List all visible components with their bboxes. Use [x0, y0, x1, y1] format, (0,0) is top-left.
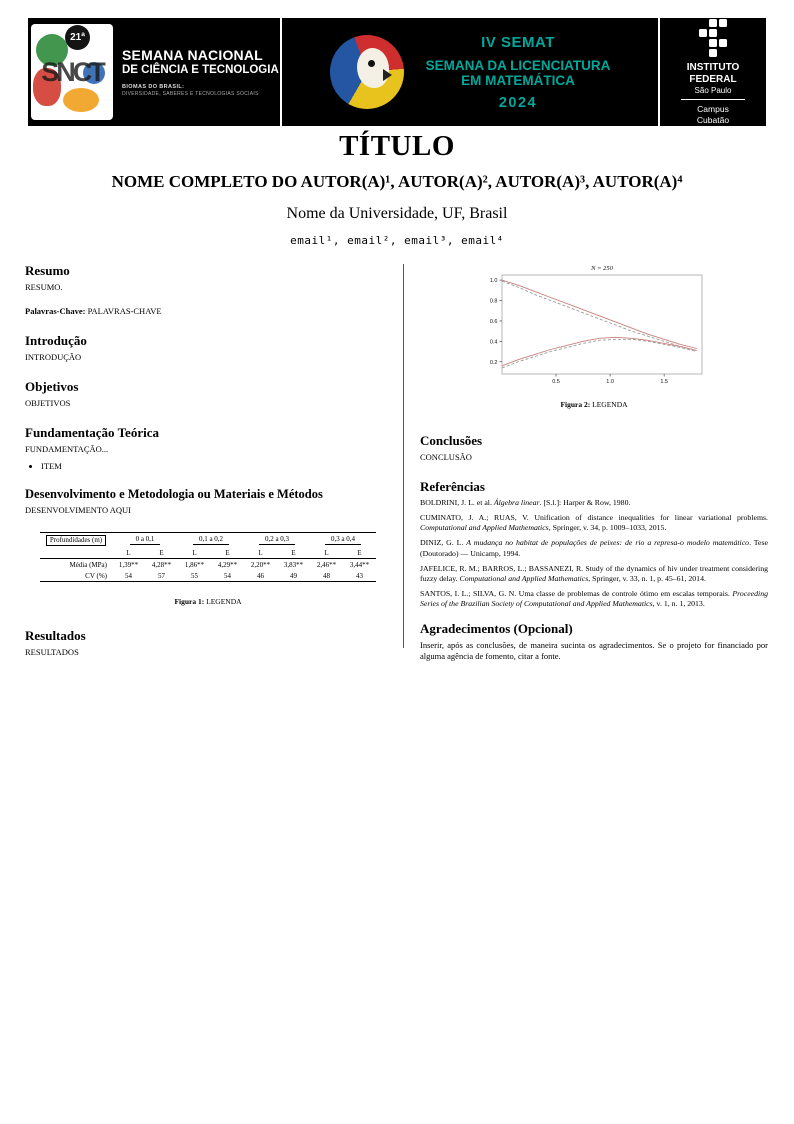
heading-conclusoes: Conclusões: [420, 433, 483, 448]
table-row: [40, 570, 376, 582]
table-row: [40, 559, 376, 571]
desenvolvimento-text: DESENVOLVIMENTO AQUI: [25, 505, 132, 516]
table-subheader: E: [211, 547, 244, 559]
snct-subtitle-line1: BIOMAS DO BRASIL:: [122, 83, 185, 90]
svg-text:N = 250: N = 250: [591, 265, 613, 272]
heading-referencias: Referências: [420, 479, 485, 495]
semat-year: 2024: [498, 94, 538, 111]
ifsp-logo-square: [719, 39, 727, 47]
agradecimentos-text: Inserir, após as conclusões, de maneira sucinta os agradecimentos. Se o projeto for financiado por alguma agência de fomento, citar a fonte.: [420, 640, 768, 662]
ifsp-campus-line1: Campus: [697, 104, 729, 115]
svg-text:1.0: 1.0: [606, 379, 614, 385]
figure1-caption-label: Figura 1:: [174, 597, 205, 607]
heading-agradecimentos: Agradecimentos (Opcional): [420, 621, 573, 637]
table-cell: 49: [290, 571, 297, 580]
arara-eye: [368, 60, 375, 67]
objetivos-text: OBJETIVOS: [25, 398, 71, 409]
figure1-caption: [25, 597, 391, 606]
svg-text:0.5: 0.5: [552, 379, 560, 385]
ifsp-logo-square: [709, 29, 717, 37]
reference-item: DINIZ, G. L. A mudança no habitat de populações de peixes: de rio a represa-o modelo matemático. Tese (Doutorado) — Unicamp, 1994.: [420, 538, 768, 558]
table-subheader: E: [145, 547, 178, 559]
table-subheader: L: [310, 547, 343, 559]
heading-fundamentacao: Fundamentação Teórica: [25, 425, 159, 441]
introducao-text: INTRODUÇÃO: [25, 352, 82, 363]
snct-logo: [31, 24, 113, 120]
keywords-label: Palavras-Chave:: [25, 306, 86, 317]
resumo-text: RESUMO.: [25, 282, 63, 292]
table-cell: 57: [158, 571, 165, 580]
ifsp-logo-square: [719, 19, 727, 27]
left-column: [25, 261, 391, 658]
svg-text:0.4: 0.4: [489, 339, 498, 346]
table-cell: 1,86**: [184, 560, 205, 569]
snct-acronym: SNCT: [41, 56, 103, 87]
table-row-label: CV (%): [85, 571, 107, 580]
table-subheader: L: [178, 547, 211, 559]
table-subheader: L: [112, 547, 145, 559]
svg-text:0.8: 0.8: [489, 298, 498, 305]
table-subheader: L: [244, 547, 277, 559]
ifsp-logo-square: [709, 49, 717, 57]
table-cell: 2,46**: [316, 560, 337, 569]
reference-item: JAFELICE, R. M.; BARROS, L.; BASSANEZI, R. Study of the dynamics of hiv under treatment considering fuzzy delay. Computational and Applied Mathematics, Springer, v. 33, n. 1, p. 45–61, 2014.: [420, 563, 768, 583]
keywords-line: [25, 306, 391, 317]
table-row-label: Média (MPa): [69, 560, 107, 569]
figure2-plot: [476, 261, 712, 391]
heading-introducao: Introdução: [25, 333, 87, 349]
svg-text:0.2: 0.2: [489, 359, 498, 366]
heading-resultados: Resultados: [25, 628, 86, 644]
heading-objetivos: Objetivos: [25, 379, 79, 395]
arara-logo: [330, 35, 404, 109]
resultados-text: RESULTADOS: [25, 647, 79, 658]
figure2: [420, 261, 768, 409]
table-cell: 54: [125, 571, 132, 580]
table-subheader-empty: [40, 547, 112, 559]
table-cell: 46: [257, 571, 264, 580]
list-item: • ITEM: [41, 461, 391, 471]
table-cell: 43: [356, 571, 363, 580]
snct-edition-badge: 21ª: [65, 25, 90, 50]
figure1-caption-text: LEGENDA: [206, 597, 242, 607]
ifsp-section: [660, 18, 766, 126]
conclusoes-text: CONCLUSÃO: [420, 452, 472, 462]
table-cell: 54: [224, 571, 231, 580]
snct-title-block: [122, 47, 279, 96]
snct-section: [28, 18, 280, 126]
column-divider: [403, 264, 404, 648]
arara-beak: [383, 69, 392, 81]
table-cell: 3,83**: [283, 560, 304, 569]
table-group-header: 0,1 a 0,2: [178, 533, 244, 548]
heading-resumo: Resumo: [25, 263, 70, 278]
table-cell: 4,29**: [217, 560, 238, 569]
ifsp-divider: [681, 99, 745, 100]
page-title: TÍTULO: [339, 130, 455, 162]
table-cell: 2,20**: [250, 560, 271, 569]
affiliation-line: Nome da Universidade, UF, Brasil: [286, 205, 508, 222]
table-cell: 1,39**: [118, 560, 139, 569]
references-list: [420, 498, 768, 609]
arara-face: [357, 48, 389, 88]
table-group-header: 0,2 a 0,3: [244, 533, 310, 548]
heading-desenvolvimento: Desenvolvimento e Metodologia ou Materiais e Métodos: [25, 487, 323, 502]
figure1-table: [40, 532, 376, 582]
ifsp-logo-square: [709, 19, 717, 27]
table-corner-header: Profundidades (m): [40, 533, 112, 548]
semat-title-block: [426, 34, 611, 111]
ifsp-logo: [699, 19, 727, 57]
header-banner: [28, 18, 766, 126]
table-group-header: 0 a 0,1: [112, 533, 178, 548]
fundamentacao-text: FUNDAMENTAÇÃO...: [25, 444, 109, 455]
ifsp-name-line2: FEDERAL: [689, 73, 737, 85]
authors-line: NOME COMPLETO DO AUTOR(A)¹, AUTOR(A)², AUTOR(A)³, AUTOR(A)⁴: [111, 172, 683, 191]
ifsp-logo-square: [709, 39, 717, 47]
table-cell: 3,44**: [349, 560, 370, 569]
table-subheader: E: [277, 547, 310, 559]
ifsp-name-line3: São Paulo: [694, 86, 732, 96]
figure2-caption-text: LEGENDA: [592, 400, 628, 409]
semat-line3: EM MATEMÁTICA: [461, 72, 575, 88]
semat-line2: SEMANA DA LICENCIATURA: [425, 57, 611, 73]
table-group-header: 0,3 a 0,4: [310, 533, 376, 548]
semat-section: [282, 18, 658, 126]
ifsp-text-block: [681, 62, 745, 124]
reference-item: CUMINATO, J. A.; RUAS, V. Unification of distance inequalities for linear variational problems. Computational and Applied Mathematics, Springer, v. 34, p. 1009–1033, 2015.: [420, 513, 768, 533]
table-cell: 55: [191, 571, 198, 580]
right-column: [420, 261, 768, 662]
reference-item: SANTOS, I. L.; SILVA, G. N. Uma classe de problemas de controle ótimo em escalas temporais. Proceeding Series of the Brazilian Society of Computational and Applied Mathematics, v. 1, n. 1, 2013.: [420, 588, 768, 609]
ifsp-logo-square: [699, 29, 707, 37]
figure2-caption: [420, 400, 768, 409]
ifsp-name-line1: INSTITUTO: [686, 62, 740, 74]
table-cell: 4,28**: [151, 560, 172, 569]
snct-title-line1: SEMANA NACIONAL: [122, 47, 263, 64]
keywords-text: PALAVRAS-CHAVE: [87, 306, 162, 317]
snct-subtitle-line2: DIVERSIDADE, SABERES E TECNOLOGIAS SOCIAIS: [122, 90, 259, 97]
table-subheader: E: [343, 547, 376, 559]
semat-line1: IV SEMAT: [481, 33, 555, 51]
snct-title-line2: DE CIÊNCIA E TECNOLOGIA: [122, 64, 279, 77]
title-block: [0, 130, 794, 247]
fundamentacao-list: [41, 461, 391, 471]
svg-text:0.6: 0.6: [489, 318, 498, 325]
svg-text:1.0: 1.0: [489, 278, 498, 285]
ifsp-campus-line2: Cubatão: [696, 114, 730, 125]
svg-text:1.5: 1.5: [660, 379, 668, 385]
figure2-caption-label: Figura 2:: [560, 400, 591, 409]
emails-line: email¹, email², email³, email⁴: [290, 234, 504, 247]
table-cell: 48: [323, 571, 330, 580]
reference-item: BOLDRINI, J. L. et al. Álgebra linear. [S.l.]: Harper & Row, 1980.: [420, 498, 631, 508]
